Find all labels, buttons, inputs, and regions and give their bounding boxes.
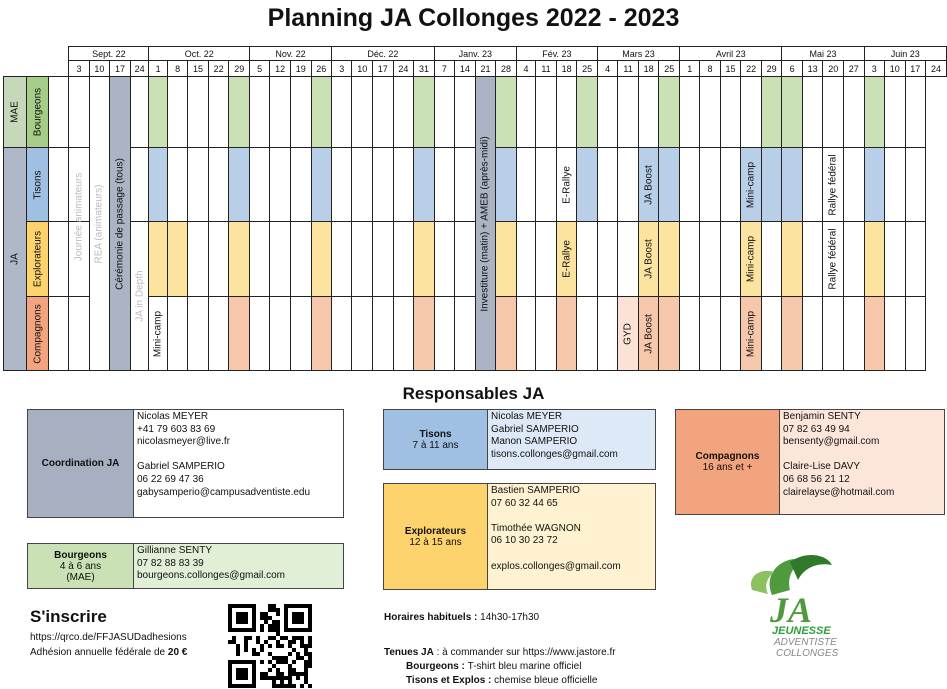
date-cell: 8 [700, 61, 720, 77]
date-cell: 1 [680, 61, 700, 77]
schedule-cell [290, 297, 311, 371]
date-cell: 4 [597, 61, 617, 77]
event-text: JA Boost [643, 164, 655, 205]
bourgeons-age: 4 à 6 ans [59, 560, 102, 572]
event-text: Mini-camp [745, 310, 757, 357]
tenues-line [384, 647, 616, 658]
schedule-cell [618, 222, 639, 297]
schedule-cell [761, 222, 782, 297]
schedule-cell [208, 222, 229, 297]
adhesion-line [30, 647, 187, 658]
tenues-bourgeons-text: T-shirt bleu marine officiel [467, 661, 582, 672]
bourgeons-sub: (MAE) [66, 571, 95, 583]
schedule-cell [536, 297, 557, 371]
ja-in-depth-event [130, 222, 149, 371]
schedule-cell [455, 297, 476, 371]
explorateurs-label: Explorateurs [404, 525, 467, 537]
event-cell-e-rallye [556, 222, 577, 297]
schedule-cell [761, 148, 782, 222]
date-cell: 14 [455, 61, 476, 77]
schedule-cell [332, 77, 352, 148]
month-header: Déc. 22 [332, 47, 435, 61]
date-cell: 17 [110, 61, 131, 77]
schedule-cell [455, 148, 476, 222]
schedule-cell [373, 222, 394, 297]
event-cell-mini-camp [741, 148, 762, 222]
date-cell: 25 [659, 61, 680, 77]
explorateurs-info: Bastien SAMPERIO 07 60 32 44 65 Timothée WAGNON 06 10 30 23 72 explos.collonges@gmail.com [491, 485, 621, 572]
date-cell: 18 [638, 61, 659, 77]
tenues-bourgeons-label: Bourgeons : [406, 661, 468, 672]
schedule-cell [720, 297, 741, 371]
journee-cell [69, 222, 89, 297]
compagnons-label: Compagnons [695, 451, 760, 462]
date-cell: 21 [475, 61, 496, 77]
schedule-cell [516, 77, 535, 148]
bourgeons-label: Bourgeons [54, 549, 107, 561]
date-cell: 3 [864, 61, 884, 77]
schedule-cell [149, 77, 167, 148]
schedule-cell [638, 77, 659, 148]
schedule-cell [249, 148, 269, 222]
tisons-label-cell [27, 148, 49, 222]
schedule-cell [782, 77, 802, 148]
schedule-cell [434, 77, 454, 148]
schedule-cell [434, 148, 454, 222]
date-cell: 7 [434, 61, 454, 77]
inscrire-title: S'inscrire [30, 607, 107, 626]
schedule-cell [496, 222, 517, 297]
month-header: Oct. 22 [149, 47, 250, 61]
schedule-cell [393, 148, 414, 222]
schedule-cell [270, 222, 291, 297]
schedule-cell [516, 222, 535, 297]
schedule-cell [884, 222, 905, 297]
compagnons-label-cell [27, 297, 49, 371]
event-cell-ja-boost [638, 148, 659, 222]
schedule-cell [864, 297, 884, 371]
schedule-cell [229, 222, 250, 297]
explorateurs-label-cell [384, 484, 488, 589]
tenues-tisons-text: chemise bleue officielle [494, 675, 598, 686]
schedule-cell [373, 77, 394, 148]
schedule-cell [680, 148, 700, 222]
investiture-event [475, 77, 496, 371]
schedule-cell [884, 77, 905, 148]
schedule-cell [311, 148, 332, 222]
schedule-cell [659, 297, 680, 371]
schedule-cell [188, 77, 209, 148]
schedule-cell [49, 77, 69, 148]
schedule-cell [720, 77, 741, 148]
journee-cell [69, 77, 89, 148]
bourgeons-info: Gillianne SENTY 07 82 88 83 39 bourgeons.collonges@gmail.com [137, 545, 286, 582]
ja-label-cell [4, 148, 27, 371]
date-cell: 29 [761, 61, 782, 77]
event-text: Mini-camp [745, 161, 757, 208]
month-header: Juin 23 [864, 47, 946, 61]
ceremonie-event [110, 77, 131, 371]
schedule-cell [496, 77, 517, 148]
schedule-cell [556, 77, 577, 148]
logo-line-1: JEUNESSE [772, 625, 831, 637]
horaires-value: 14h30-17h30 [480, 612, 540, 623]
ceremonie-text: Cérémonie de passage (tous) [114, 157, 126, 290]
schedule-cell [680, 297, 700, 371]
date-cell: 18 [556, 61, 577, 77]
schedule-cell [536, 77, 557, 148]
schedule-cell [352, 222, 373, 297]
tisons-label: Tisons [419, 428, 452, 440]
schedule-cell [577, 148, 598, 222]
schedule-cell [597, 148, 617, 222]
corner-blank [4, 47, 69, 61]
schedule-cell [802, 77, 823, 148]
event-cell-mini-camp [741, 297, 762, 371]
tisons-label-cell [384, 410, 488, 469]
row-tisons [4, 148, 947, 222]
schedule-cell [536, 222, 557, 297]
event-cell-e-rallye [556, 148, 577, 222]
date-cell: 31 [414, 61, 435, 77]
schedule-cell [208, 148, 229, 222]
ja-in-depth-text: JA in Depth [134, 270, 146, 322]
coordination-label: Coordination JA [28, 410, 134, 517]
schedule-cell [659, 77, 680, 148]
date-cell: 29 [229, 61, 250, 77]
schedule-cell [229, 148, 250, 222]
schedule-cell [905, 297, 926, 371]
event-cell-gyd [618, 297, 639, 371]
date-cell: 26 [311, 61, 332, 77]
schedule-cell [761, 77, 782, 148]
schedule-cell [311, 77, 332, 148]
date-cell: 17 [373, 61, 394, 77]
schedule-cell [597, 222, 617, 297]
date-cell: 24 [130, 61, 149, 77]
schedule-cell [352, 77, 373, 148]
schedule-cell [270, 148, 291, 222]
date-cell: 10 [89, 61, 110, 77]
schedule-cell [393, 222, 414, 297]
date-cell: 12 [270, 61, 291, 77]
schedule-cell [720, 148, 741, 222]
compagnons-info: Benjamin SENTY 07 82 63 49 94 bensenty@gmail.com Claire-Lise DAVY 06 68 56 21 12 clairelayse@hotmail.com [783, 411, 895, 498]
horaires-line [384, 612, 539, 623]
date-cell: 10 [352, 61, 373, 77]
schedule-cell [414, 77, 435, 148]
schedule-cell [373, 297, 394, 371]
corner-blank [4, 61, 69, 77]
compagnons-label: Compagnons [32, 303, 44, 364]
event-cell-ja-boost [638, 297, 659, 371]
schedule-cell [700, 222, 720, 297]
schedule-cell [249, 222, 269, 297]
ja-logo-icon [732, 550, 872, 665]
event-text: E-Rallye [561, 165, 573, 204]
ja-label: JA [9, 253, 21, 265]
schedule-cell [618, 77, 639, 148]
event-cell-rallye-federal [823, 148, 844, 222]
schedule-cell [455, 77, 476, 148]
bourgeons-box [27, 543, 344, 589]
schedule-cell [352, 297, 373, 371]
schedule-cell [496, 148, 517, 222]
schedule-cell [188, 148, 209, 222]
logo-line-3: COLLONGES [776, 648, 839, 659]
schedule-cell [332, 297, 352, 371]
schedule-cell [208, 77, 229, 148]
schedule-cell [496, 297, 517, 371]
month-header: Mars 23 [597, 47, 679, 61]
schedule-cell [802, 222, 823, 297]
tenues-tisons-label: Tisons et Explos : [406, 675, 495, 686]
planning-table [3, 46, 947, 371]
event-cell-rallye-federal [823, 222, 844, 297]
schedule-cell [782, 297, 802, 371]
schedule-cell [843, 148, 864, 222]
schedule-cell [414, 297, 435, 371]
schedule-cell [229, 77, 250, 148]
schedule-cell [516, 297, 535, 371]
month-header: Nov. 22 [249, 47, 331, 61]
schedule-cell [884, 297, 905, 371]
schedule-cell [700, 297, 720, 371]
schedule-cell [311, 222, 332, 297]
schedule-cell [373, 148, 394, 222]
schedule-cell [49, 148, 69, 222]
bourgeons-label-cell [28, 544, 134, 588]
date-cell: 15 [188, 61, 209, 77]
logo-line-2: ADVENTISTE [774, 637, 837, 648]
month-header: Mai 23 [782, 47, 864, 61]
schedule-cell [188, 222, 209, 297]
schedule-cell [843, 297, 864, 371]
bourgeons-label: Bourgeons [32, 87, 44, 137]
tenues-text: : à commander sur https://www.jastore.fr [433, 647, 616, 658]
schedule-cell [577, 222, 598, 297]
schedule-cell [414, 148, 435, 222]
schedule-cell [455, 222, 476, 297]
schedule-cell [393, 297, 414, 371]
schedule-cell [290, 148, 311, 222]
schedule-cell [249, 77, 269, 148]
schedule-cell [823, 297, 844, 371]
schedule-cell [130, 148, 149, 222]
schedule-cell [130, 77, 149, 148]
date-cell: 24 [926, 61, 947, 77]
event-text: GYD [622, 322, 634, 345]
tisons-box [383, 409, 656, 470]
compagnons-age: 16 ans et + [702, 462, 753, 473]
schedule-cell [843, 222, 864, 297]
explorateurs-label-cell [27, 222, 49, 297]
schedule-cell [556, 297, 577, 371]
schedule-cell [49, 297, 69, 371]
schedule-cell [167, 222, 187, 297]
date-cell: 15 [720, 61, 741, 77]
schedule-cell [597, 297, 617, 371]
adhesion-price: 20 € [167, 647, 188, 658]
date-cell: 13 [802, 61, 823, 77]
schedule-cell [311, 297, 332, 371]
month-header: Avril 23 [680, 47, 782, 61]
schedule-cell [782, 148, 802, 222]
date-cell: 11 [618, 61, 639, 77]
month-header: Sept. 22 [69, 47, 149, 61]
schedule-cell [802, 148, 823, 222]
tisons-age: 7 à 11 ans [412, 439, 459, 451]
schedule-cell [905, 77, 926, 148]
schedule-cell [618, 148, 639, 222]
date-cell: 27 [843, 61, 864, 77]
date-cell: 17 [905, 61, 926, 77]
date-cell: 10 [884, 61, 905, 77]
mae-label: MAE [9, 101, 21, 123]
tenues-label: Tenues JA [384, 647, 434, 658]
explorateurs-label: Explorateurs [32, 230, 44, 288]
event-text: Rallye fédéral [827, 153, 839, 216]
schedule-cell [352, 148, 373, 222]
event-cell-mini-camp [149, 297, 167, 371]
inscrire-url[interactable]: https://qrco.de/FFJASUDadhesions [30, 632, 187, 643]
schedule-cell [864, 77, 884, 148]
schedule-cell [434, 222, 454, 297]
responsables-title: Responsables JA [402, 384, 545, 403]
schedule-cell [823, 77, 844, 148]
schedule-cell [597, 77, 617, 148]
mae-label-cell [4, 77, 27, 148]
tenues-tisons-line [406, 675, 597, 686]
schedule-cell [208, 297, 229, 371]
date-cell: 6 [782, 61, 802, 77]
schedule-cell [393, 77, 414, 148]
schedule-cell [577, 297, 598, 371]
schedule-cell [290, 77, 311, 148]
explorateurs-box [383, 483, 656, 590]
schedule-cell [270, 77, 291, 148]
schedule-cell [149, 148, 167, 222]
adhesion-text: Adhésion annuelle fédérale de [30, 647, 168, 658]
rea-event [89, 77, 110, 371]
schedule-cell [680, 77, 700, 148]
schedule-cell [864, 222, 884, 297]
schedule-cell [659, 222, 680, 297]
event-text: JA Boost [643, 313, 655, 354]
tenues-bourgeons-line [406, 661, 581, 672]
schedule-cell [782, 222, 802, 297]
schedule-cell [884, 148, 905, 222]
logo-ja-text: JA [770, 590, 813, 630]
row-bourgeons [4, 77, 947, 148]
event-text: Rallye fédéral [827, 228, 839, 290]
rea-text: REA (animateurs) [93, 184, 105, 263]
schedule-cell [536, 148, 557, 222]
schedule-cell [167, 297, 187, 371]
explorateurs-age: 12 à 15 ans [409, 536, 462, 548]
bourgeons-label-cell [27, 77, 49, 148]
date-cell: 8 [167, 61, 187, 77]
date-cell: 22 [208, 61, 229, 77]
schedule-cell [761, 297, 782, 371]
tisons-label: Tisons [32, 169, 44, 200]
schedule-cell [905, 148, 926, 222]
event-cell-mini-camp [741, 222, 762, 297]
schedule-cell [700, 77, 720, 148]
schedule-cell [700, 148, 720, 222]
schedule-cell [167, 77, 187, 148]
coordination-info: Nicolas MEYER +41 79 603 83 69 nicolasmeyer@live.fr Gabriel SAMPERIO 06 22 69 47 36 gabysamperio@campusadventiste.edu [137, 411, 311, 498]
journee-cell [69, 148, 89, 262]
horaires-label: Horaires habituels : [384, 612, 481, 623]
schedule-cell [149, 222, 167, 297]
schedule-cell [332, 222, 352, 297]
compagnons-label-cell [676, 410, 780, 514]
date-cell: 22 [741, 61, 762, 77]
date-cell: 11 [536, 61, 557, 77]
schedule-cell [864, 148, 884, 222]
schedule-cell [577, 77, 598, 148]
schedule-cell [167, 148, 187, 222]
schedule-cell [49, 222, 69, 297]
schedule-cell [659, 148, 680, 222]
investiture-text: Investiture (matin) + AMEB (après-midi) [479, 135, 491, 312]
schedule-cell [802, 297, 823, 371]
schedule-cell [741, 77, 762, 148]
month-header: Janv. 23 [434, 47, 516, 61]
schedule-cell [720, 222, 741, 297]
date-cell: 20 [823, 61, 844, 77]
date-cell: 3 [69, 61, 89, 77]
schedule-cell [680, 222, 700, 297]
schedule-cell [414, 222, 435, 297]
date-cell: 5 [249, 61, 269, 77]
page-title: Planning JA Collonges 2022 - 2023 [267, 4, 680, 32]
journee-cell [69, 297, 89, 371]
schedule-cell [229, 297, 250, 371]
schedule-cell [290, 222, 311, 297]
date-cell: 28 [496, 61, 517, 77]
coordination-box [27, 409, 344, 518]
date-cell: 1 [149, 61, 167, 77]
schedule-cell [843, 77, 864, 148]
month-header: Fév. 23 [516, 47, 597, 61]
event-text: Mini-camp [152, 310, 164, 357]
date-cell: 4 [516, 61, 535, 77]
qr-code-icon[interactable] [228, 604, 312, 688]
schedule-cell [516, 148, 535, 222]
tisons-info: Nicolas MEYER Gabriel SAMPERIO Manon SAMPERIO tisons.collonges@gmail.com [491, 411, 618, 460]
schedule-cell [905, 222, 926, 297]
schedule-cell [270, 297, 291, 371]
date-cell: 24 [393, 61, 414, 77]
compagnons-box [675, 409, 945, 515]
date-cell: 3 [332, 61, 352, 77]
event-text: E-Rallye [561, 240, 573, 278]
date-cell: 25 [577, 61, 598, 77]
schedule-cell [332, 148, 352, 222]
event-text: Mini-camp [745, 235, 757, 283]
schedule-cell [249, 297, 269, 371]
event-cell-ja-boost [638, 222, 659, 297]
schedule-cell [434, 297, 454, 371]
date-cell: 19 [290, 61, 311, 77]
journee-text: Journée animateurs [73, 173, 85, 262]
event-text: JA Boost [643, 239, 655, 279]
schedule-cell [188, 297, 209, 371]
row-explorateurs [4, 222, 947, 297]
